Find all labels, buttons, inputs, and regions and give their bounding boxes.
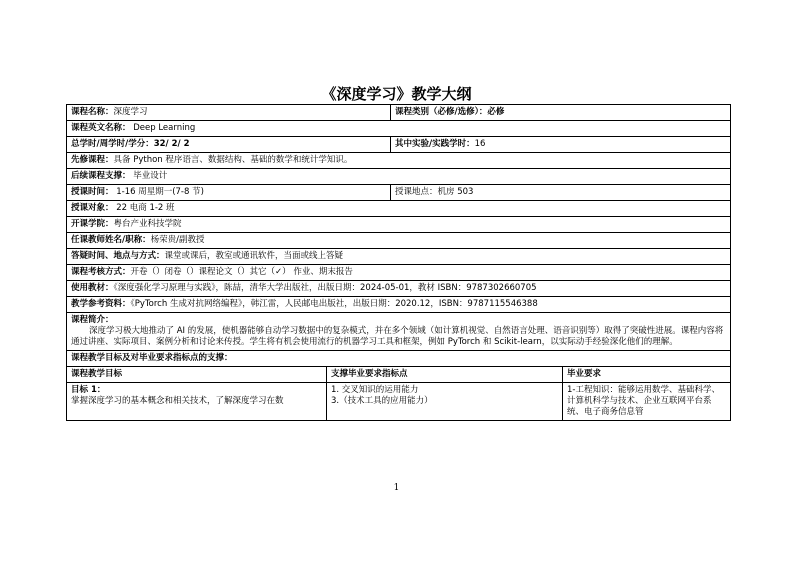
goal1-text: 掌握深度学习的基本概念和相关技术，了解深度学习在数 [71, 396, 284, 406]
qa-cell [67, 249, 731, 265]
row-followup [67, 169, 731, 185]
course-type-label: 课程类别（必修/选修）： [395, 107, 488, 117]
row-english-name [67, 121, 731, 137]
course-name-label: 课程名称： [71, 107, 114, 117]
goal1-point-1: 1. 交叉知识的运用能力 [331, 385, 419, 395]
row-objectives-heading [67, 351, 731, 367]
qa: 课堂或课后，教室或通讯软件，当面或线上答疑 [164, 251, 344, 261]
audience-cell [67, 201, 731, 217]
place: 机房 503 [437, 187, 474, 197]
row-audience [67, 201, 731, 217]
page-number: 1 [393, 483, 400, 493]
prereq: 具备 Python 程序语言、数据结构、基础的数学和统计学知识。 [113, 155, 353, 165]
row-reference [67, 297, 731, 313]
textbook: 《深度强化学习原理与实践》，陈喆，清华大学出版社，出版日期：2024-05-01，教材 ISBN：9787302660705 [113, 283, 537, 293]
followup-cell [67, 169, 731, 185]
teacher: 杨荣贵/副教授 [150, 235, 205, 245]
school-cell [67, 217, 731, 233]
reference-cell [67, 297, 731, 313]
intro-text: 深度学习极大地推动了 AI 的发展，使机器能够自动学习数据中的复杂模式，并在多个领域（如计算机视觉、自然语言处理、语音识别等）取得了突破性进展。课程内容将通过讲座、实际项目、案例分析和讨论来传授。学生将有机会使用流行的机器学习工具和框架，例如 PyTorch 和 Scikit-learn，以实际动手经验深化他们的理解。 [71, 326, 724, 347]
teacher-label: 任课教师姓名/职称： [71, 235, 151, 245]
place-cell [391, 185, 731, 201]
course-name: 深度学习 [113, 107, 148, 117]
row-prereq [67, 153, 731, 169]
time-label: 授课时间： [71, 187, 114, 197]
audience-label: 授课对象： [71, 203, 114, 213]
english-name-cell [67, 121, 731, 137]
row-objectives-header [67, 367, 731, 383]
objectives-heading-cell [67, 351, 731, 367]
row-teacher [67, 233, 731, 249]
goal1-indicator-cell [327, 383, 563, 421]
reference-label: 教学参考资料： [71, 299, 131, 309]
row-intro [67, 313, 731, 351]
row-time [67, 185, 731, 201]
course-type: 必修 [487, 107, 505, 117]
syllabus-table [66, 104, 731, 421]
row-qa [67, 249, 731, 265]
row-hours [67, 137, 731, 153]
goal1-requirement-cell [563, 383, 731, 421]
exam-label: 课程考核方式： [71, 267, 131, 277]
course-type-cell [391, 105, 731, 121]
goal1-requirement: 1-工程知识：能够运用数学、基础科学、计算机科学与技术、企业互联网平台系统、电子商务信息管 [567, 385, 720, 417]
time-cell [67, 185, 391, 201]
reference: 《PyTorch 生成对抗网络编程》，韩江雷，人民邮电出版社，出版日期：2020.12，ISBN：9787115546388 [130, 299, 538, 309]
intro-label: 课程简介： [71, 315, 114, 325]
followup: 毕业设计 [133, 171, 168, 181]
lab-hours-label: 其中实验/实践学时： [395, 139, 475, 149]
time: 1-16 周星期一(7-8 节) [116, 187, 204, 197]
hours-cell [67, 137, 391, 153]
row-goal-1 [67, 383, 731, 421]
row-course-name [67, 105, 731, 121]
row-exam [67, 265, 731, 281]
row-school [67, 217, 731, 233]
row-textbook [67, 281, 731, 297]
place-label: 授课地点： [395, 187, 438, 197]
exam-cell [67, 265, 731, 281]
hours-label: 总学时/周学时/学分： [71, 139, 154, 149]
audience: 22 电商 1-2 班 [116, 203, 175, 213]
document-title: 《深度学习》教学大纲 [321, 85, 472, 103]
col-header-indicator: 支撑毕业要求指标点 [327, 367, 563, 383]
school-label: 开课学院： [71, 219, 114, 229]
prereq-cell [67, 153, 731, 169]
qa-label: 答疑时间、地点与方式： [71, 251, 165, 261]
goal1-cell [67, 383, 327, 421]
english-name: Deep Learning [133, 123, 196, 133]
col-header-goal: 课程教学目标 [67, 367, 327, 383]
goal1-title: 目标 1： [71, 385, 106, 395]
textbook-label: 使用教材： [71, 283, 114, 293]
school: 粤台产业科技学院 [113, 219, 182, 229]
hours: 32/ 2/ 2 [153, 139, 190, 149]
textbook-cell [67, 281, 731, 297]
english-name-label: 课程英文名称： [71, 123, 131, 133]
intro-cell [67, 313, 731, 351]
col-header-requirement: 毕业要求 [563, 367, 731, 383]
objectives-label: 课程教学目标及对毕业要求指标点的支撑： [71, 353, 233, 363]
teacher-cell [67, 233, 731, 249]
course-name-cell [67, 105, 391, 121]
goal1-point-2: 3.（技术工具的应用能力） [331, 396, 433, 406]
exam: 开卷（）闭卷（）课程论文（）其它（✓） 作业、期末报告 [130, 267, 353, 277]
prereq-label: 先修课程： [71, 155, 114, 165]
followup-label: 后续课程支撑： [71, 171, 131, 181]
lab-hours-cell [391, 137, 731, 153]
lab-hours: 16 [474, 139, 486, 149]
